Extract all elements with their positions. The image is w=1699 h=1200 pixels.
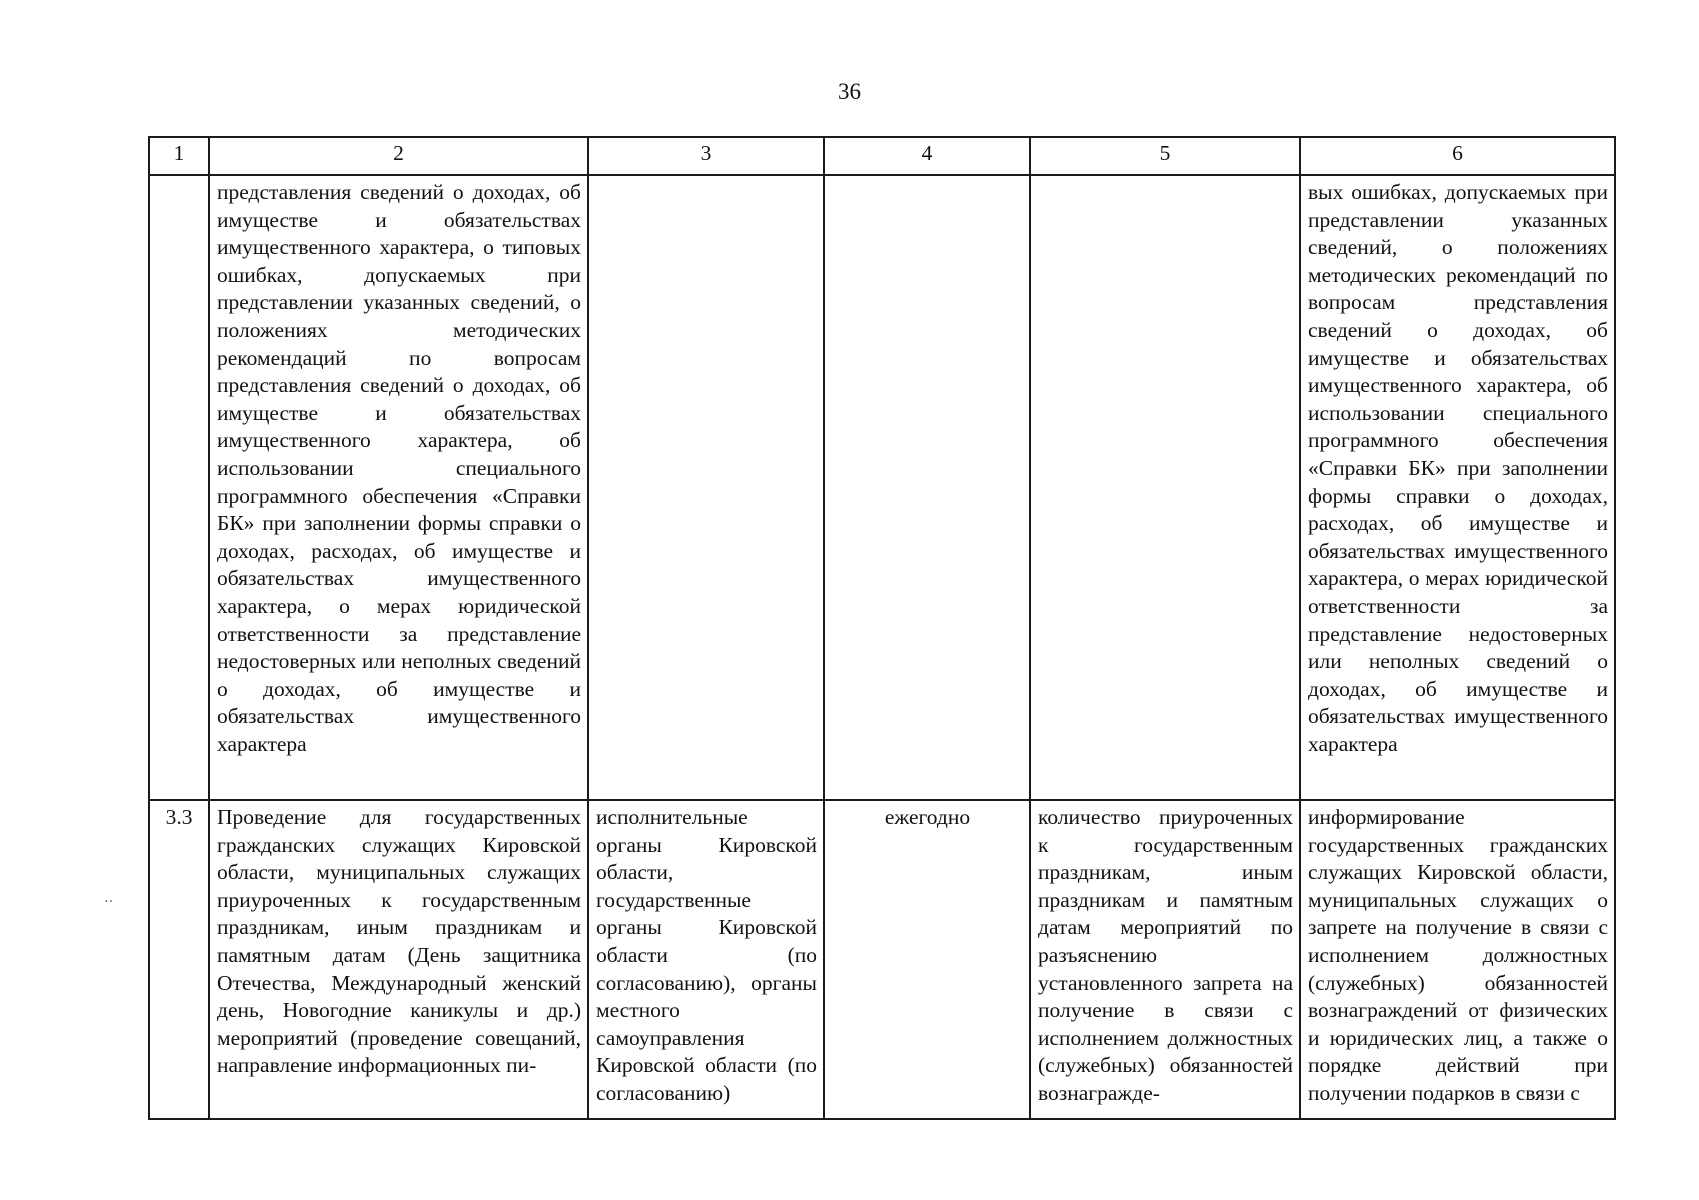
header-col-3: 3 — [588, 137, 824, 175]
indicator-cell: количество приуроченных к государственным праздникам, иным праздникам и памятным датам мероприятий по разъяснению установленного запрета на получение в связи с исполнением должностных (служебных) обязанностей вознагражде- — [1030, 800, 1300, 1119]
table-row — [149, 800, 1615, 1119]
deadline-cell — [824, 175, 1030, 800]
executors-cell: исполнительные органы Кировской области, государственные органы Кировской области (по согласованию), органы местного самоуправления Кировской области (по согласованию) — [588, 800, 824, 1119]
header-col-2: 2 — [209, 137, 588, 175]
row-number-cell: 3.3 — [149, 800, 209, 1119]
result-cell: информирование государственных гражданских служащих Кировской области, муниципальных служащих о запрете на получение в связи с исполнением должностных (служебных) обязанностей вознаграждений от физических и юридических лиц, а также о порядке действий при получении подарков в связи с — [1300, 800, 1615, 1119]
result-cell: вых ошибках, допускаемых при представлении указанных сведений, о положениях методических рекомендаций по вопросам представления сведений о доходах, об имуществе и обязательствах имущественного характера, об использовании специального программного обеспечения «Справки БК» при заполнении формы справки о доходах, расходах, об имуществе и обязательствах имущественного характера, о мерах юридической ответственности за представление недостоверных или неполных сведений о доходах, об имуществе и обязательствах имущественного характера — [1300, 175, 1615, 800]
row-number-cell — [149, 175, 209, 800]
indicator-cell — [1030, 175, 1300, 800]
event-cell: представления сведений о доходах, об имуществе и обязательствах имущественного характера, о типовых ошибках, допускаемых при представлении указанных сведений, о положениях методических рекомендаций по вопросам представления сведений о доходах, об имуществе и обязательствах имущественного характера, об использовании специального программного обеспечения «Справки БК» при заполнении формы справки о доходах, расходах, об имуществе и обязательствах имущественного характера, о мерах юридической ответственности за представление недостоверных или неполных сведений о доходах, об имуществе и обязательствах имущественного характера — [209, 175, 588, 800]
scan-artifact-mark: ‥ — [104, 891, 116, 906]
activity-table — [148, 136, 1616, 1120]
header-col-5: 5 — [1030, 137, 1300, 175]
table-row — [149, 175, 1615, 800]
deadline-cell: ежегодно — [824, 800, 1030, 1119]
executors-cell — [588, 175, 824, 800]
table-header-row — [149, 137, 1615, 175]
page-number: 36 — [838, 79, 861, 104]
header-col-1: 1 — [149, 137, 209, 175]
header-col-6: 6 — [1300, 137, 1615, 175]
header-col-4: 4 — [824, 137, 1030, 175]
event-cell: Проведение для государственных гражданских служащих Кировской области, муниципальных служащих приуроченных к государственным праздникам, иным праздникам и памятным датам (День защитника Отечества, Международный женский день, Новогодние каникулы и др.) мероприятий (проведение совещаний, направление информационных пи- — [209, 800, 588, 1119]
